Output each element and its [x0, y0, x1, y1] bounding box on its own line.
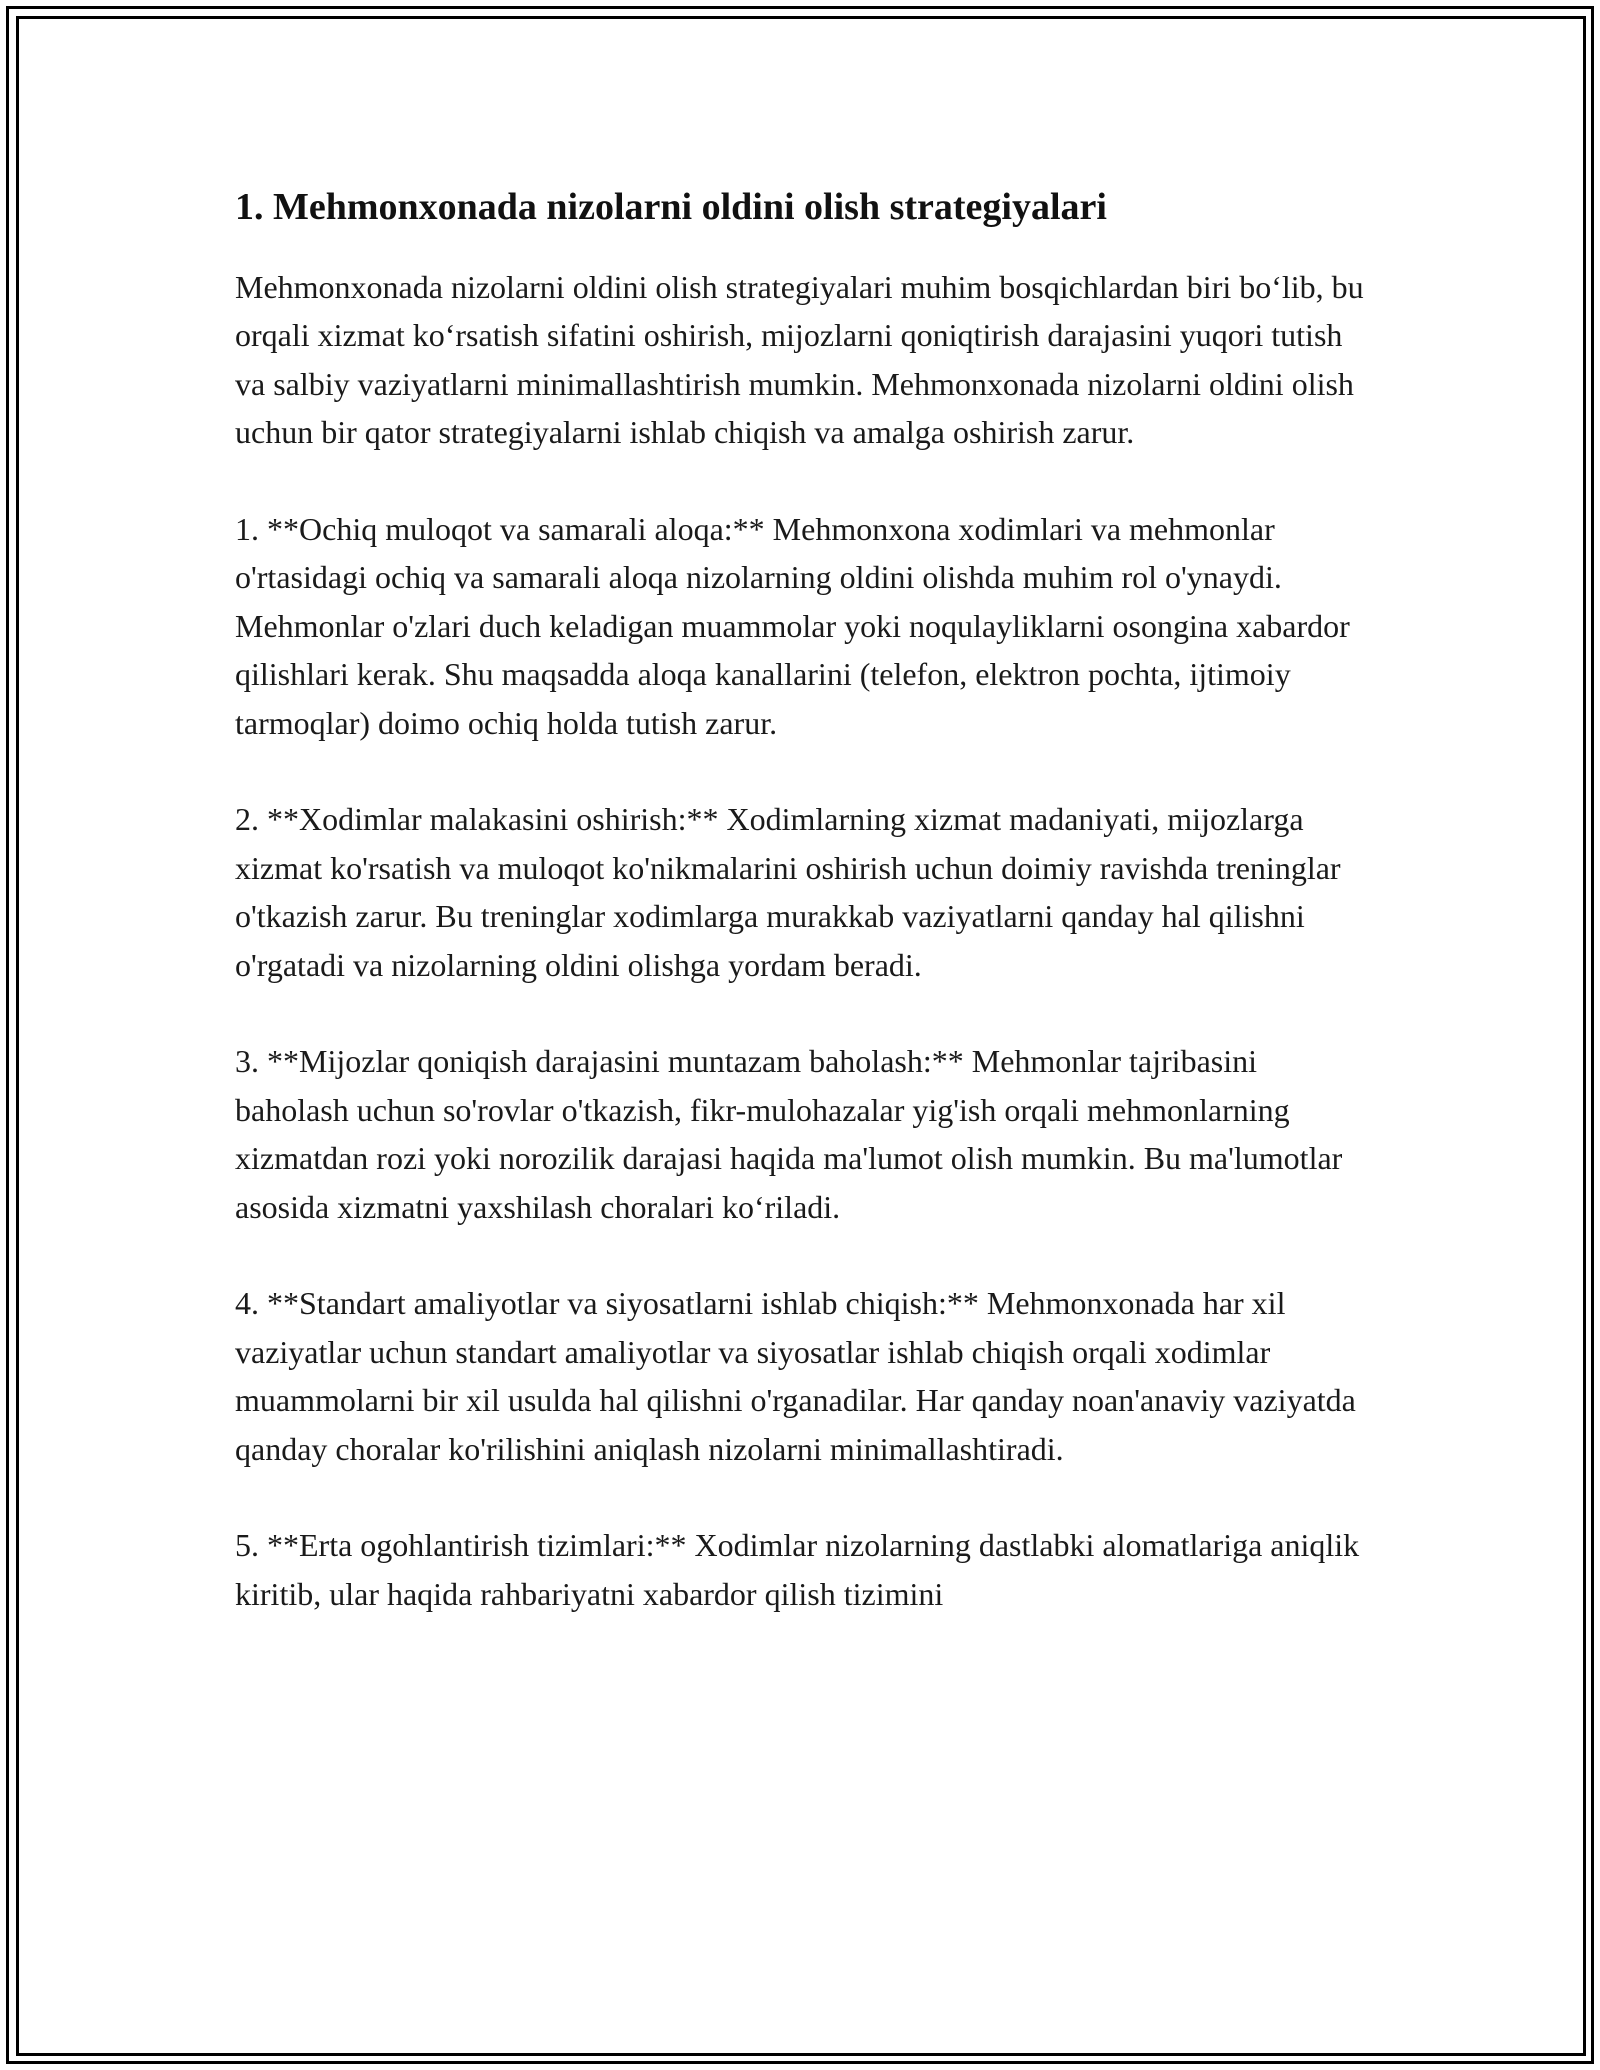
strategy-paragraph-2: 2. **Xodimlar malakasini oshirish:** Xodimlarning xizmat madaniyati, mijozlarga xizmat ko'rsatish va muloqot ko'nikmalarini oshirish uchun doimiy ravishda treninglar o'tkazish zarur. Bu treninglar xodimlarga murakkab vaziyatlarni qanday hal qilishni o'rgatadi va nizolarning oldini olishga yordam beradi.: [235, 801, 1341, 983]
intro-paragraph: Mehmonxonada nizolarni oldini olish strategiyalari muhim bosqichlardan biri bo‘lib, bu orqali xizmat ko‘rsatish sifatini oshirish, mijozlarni qoniqtirish darajasini yuqori tutish va salbiy vaziyatlarni minimallashtirish mumkin. Mehmonxonada nizolarni oldini olish uchun bir qator strategiyalarni ishlab chiqish va amalga oshirish zarur.: [235, 268, 1364, 451]
strategy-paragraph-4: 4. **Standart amaliyotlar va siyosatlarni ishlab chiqish:** Mehmonxonada har xil vaziyatlar uchun standart amaliyotlar va siyosatlar ishlab chiqish orqali xodimlar muammolarni bir xil usulda hal qilishni o'rganadilar. Har qanday noan'anaviy vaziyatda qanday choralar ko'rilishini aniqlash nizolarni minimallashtiradi.: [235, 1285, 1356, 1467]
strategy-paragraph-5: 5. **Erta ogohlantirish tizimlari:** Xodimlar nizolarning dastlabki alomatlariga aniqlik kiritib, ular haqida rahbariyatni xabardor qilish tizimini: [235, 1527, 1360, 1612]
strategy-paragraph-3: 3. **Mijozlar qoniqish darajasini muntazam baholash:** Mehmonlar tajribasini baholash uchun so'rovlar o'tkazish, fikr-mulohazalar yig'ish orqali mehmonlarning xizmatdan rozi yoki norozilik darajasi haqida ma'lumot olish mumkin. Bu ma'lumotlar asosida xizmatni yaxshilash choralari ko‘riladi.: [235, 1043, 1343, 1225]
document-heading: 1. Mehmonxonada nizolarni oldini olish strategiyalari: [235, 186, 1107, 228]
strategy-paragraph-1: 1. **Ochiq muloqot va samarali aloqa:** Mehmonxona xodimlari va mehmonlar o'rtasidagi ochiq va samarali aloqa nizolarning oldini olishda muhim rol o'ynaydi. Mehmonlar o'zlari duch keladigan muammolar yoki noqulayliklarni osongina xabardor qilishlari kerak. Shu maqsadda aloqa kanallarini (telefon, elektron pochta, ijtimoiy tarmoqlar) doimo ochiq holda tutish zarur.: [235, 510, 1350, 741]
document-body: [235, 185, 1370, 1666]
